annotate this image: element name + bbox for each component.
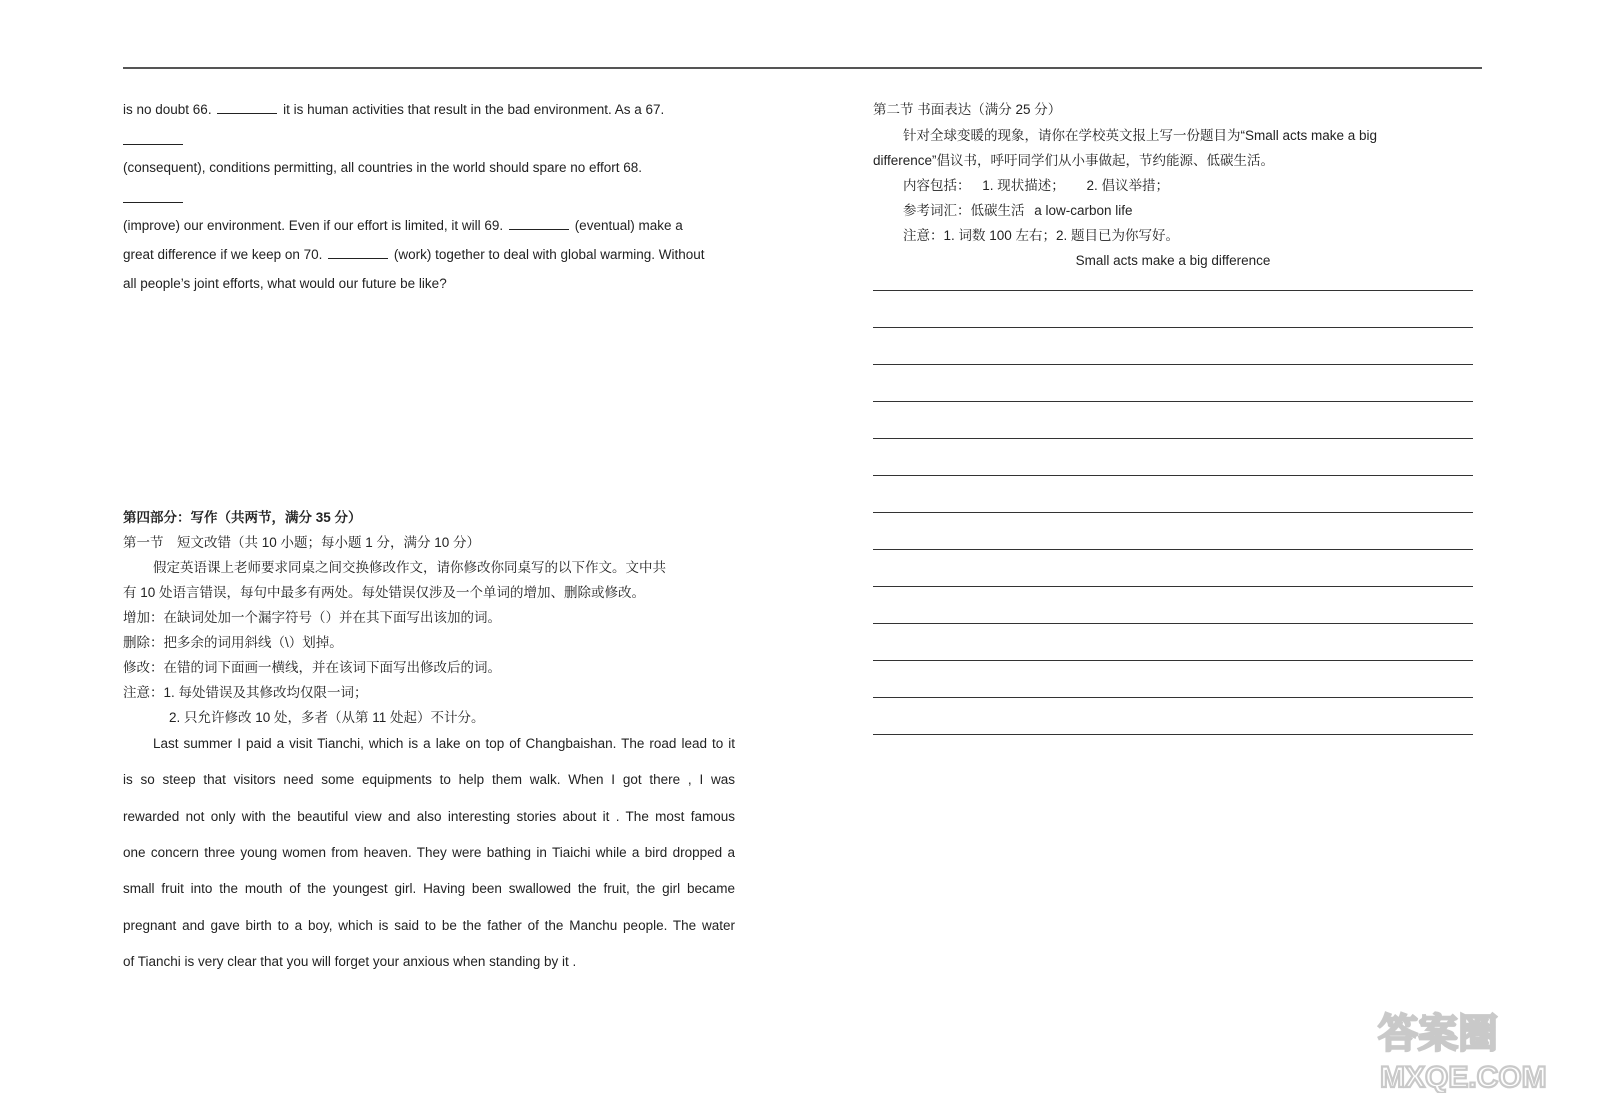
prompt-line-2: difference”倡议书，呼吁同学们从小事做起，节约能源、低碳生活。 — [873, 153, 1275, 168]
add-rule: 增加：在缺词处加一个漏字符号（）并在其下面写出该加的词。 — [123, 610, 501, 625]
essay-line-1: Last summer I paid a visit Tianchi, which is a lake on top of Changbaishan. The road lead to it — [153, 736, 735, 751]
answer-writing-line[interactable] — [873, 401, 1473, 402]
answer-writing-line[interactable] — [873, 438, 1473, 439]
writing-notes: 注意：1. 词数 100 左右；2. 题目已为你写好。 — [903, 228, 1180, 243]
modify-rule: 修改：在错的词下面画一横线，并在该词下面写出修改后的词。 — [123, 660, 501, 675]
section2-title: 第二节 书面表达（满分 25 分） — [873, 102, 1062, 117]
cloze-line-4: great difference if we keep on 70. (work) together to deal with global warming. Without — [123, 247, 705, 262]
answer-writing-line[interactable] — [873, 623, 1473, 624]
note-2: 2. 只允许修改 10 处，多者（从第 11 处起）不计分。 — [169, 710, 485, 725]
answer-writing-line[interactable] — [873, 475, 1473, 476]
cloze-line-1: is no doubt 66. it is human activities that result in the bad environment. As a 67. — [123, 102, 665, 117]
page-top-rule — [123, 67, 1482, 69]
blank-68[interactable] — [123, 202, 183, 203]
watermark-top-text: 答案圈 — [1378, 1012, 1498, 1056]
cloze-line-3: (improve) our environment. Even if our effort is limited, it will 69. (eventual) make a — [123, 218, 683, 233]
vocabulary: 参考词汇：低碳生活 a low-carbon life — [903, 203, 1133, 218]
watermark-logo — [1374, 1001, 1584, 1093]
cloze-line-5: all people’s joint efforts, what would our future be like? — [123, 276, 447, 291]
section1-intro-1: 假定英语课上老师要求同桌之间交换修改作文，请你修改你同桌写的以下作文。文中共 — [153, 560, 666, 575]
essay-line-7: of Tianchi is very clear that you will forget your anxious when standing by it . — [123, 954, 577, 969]
essay-line-4: one concern three young women from heaven. They were bathing in Tiaichi while a bird dropped a — [123, 845, 735, 860]
essay-title: Small acts make a big difference — [1075, 253, 1271, 268]
delete-rule: 删除：把多余的词用斜线（\）划掉。 — [123, 635, 343, 650]
answer-writing-line[interactable] — [873, 364, 1473, 365]
essay-line-6: pregnant and gave birth to a boy, which is said to be the father of the Manchu people. The water — [123, 918, 735, 933]
essay-line-3: rewarded not only with the beautiful view and also interesting stories about it . The most famous — [123, 809, 735, 824]
answer-writing-line[interactable] — [873, 697, 1473, 698]
part4-title: 第四部分：写作（共两节，满分 35 分） — [123, 510, 362, 525]
answer-writing-line[interactable] — [873, 327, 1473, 328]
essay-line-2: is so steep that visitors need some equipments to help them walk. When I got there , I was — [123, 772, 735, 787]
blank-67[interactable] — [123, 144, 183, 145]
section1-title: 第一节 短文改错（共 10 小题；每小题 1 分，满分 10 分） — [123, 535, 481, 550]
answer-writing-line[interactable] — [873, 586, 1473, 587]
watermark-bottom-text: MXQE.COM — [1380, 1061, 1547, 1093]
answer-writing-line[interactable] — [873, 290, 1473, 291]
essay-line-5: small fruit into the mouth of the youngest girl. Having been swallowed the fruit, the girl became — [123, 881, 735, 896]
answer-writing-line[interactable] — [873, 734, 1473, 735]
answer-writing-line[interactable] — [873, 660, 1473, 661]
blank-70[interactable] — [328, 246, 388, 259]
prompt-line-1: 针对全球变暖的现象，请你在学校英文报上写一份题目为“Small acts make a big — [903, 128, 1378, 143]
note-1: 注意：1. 每处错误及其修改均仅限一词； — [123, 685, 368, 700]
cloze-line-2: (consequent), conditions permitting, all countries in the world should spare no effort 68. — [123, 160, 643, 175]
blank-69[interactable] — [509, 217, 569, 230]
answer-writing-line[interactable] — [873, 549, 1473, 550]
blank-66[interactable] — [217, 101, 277, 114]
answer-writing-line[interactable] — [873, 512, 1473, 513]
content-requirements: 内容包括： 1. 现状描述； 2. 倡议举措； — [903, 178, 1170, 193]
section1-intro-2: 有 10 处语言错误，每句中最多有两处。每处错误仅涉及一个单词的增加、删除或修改。 — [123, 585, 646, 600]
